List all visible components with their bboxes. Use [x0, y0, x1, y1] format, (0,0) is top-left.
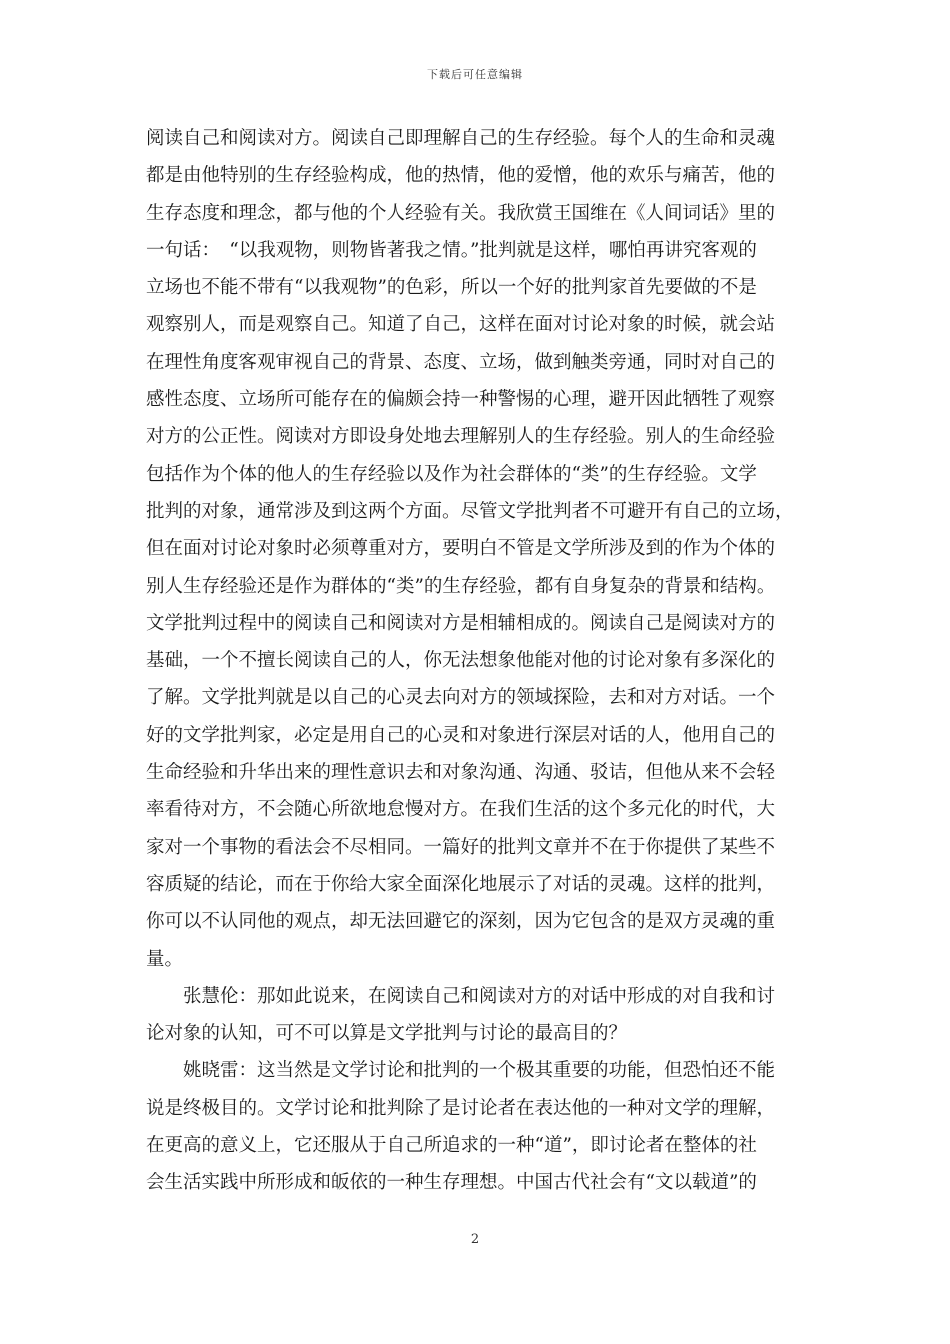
text-line: 立场也不能不带有“以我观物”的色彩，所以一个好的批判家首先要做的不是 — [146, 277, 757, 299]
text-line: 会生活实践中所形成和皈依的一种生存理想。中国古代社会有“文以载道”的 — [146, 1172, 757, 1194]
page-number: 2 — [470, 1232, 480, 1247]
text-line: 一句话： “以我观物，则物皆著我之情。”批判就是这样，哪怕再讲究客观的 — [146, 239, 757, 261]
text-line: 文学批判过程中的阅读自己和阅读对方是相辅相成的。阅读自己是阅读对方的 — [146, 612, 776, 634]
text-line: 率看待对方，不会随心所欲地怠慢对方。在我们生活的这个多元化的时代，大 — [146, 799, 776, 821]
text-line: 观察别人，而是观察自己。知道了自己，这样在面对讨论对象的时候，就会站 — [146, 314, 776, 336]
text-line: 了解。文学批判就是以自己的心灵去向对方的领域探险，去和对方对话。一个 — [146, 687, 776, 709]
text-line: 别人生存经验还是作为群体的“类”的生存经验，都有自身复杂的背景和结构。 — [146, 575, 776, 597]
text-line: 你可以不认同他的观点，却无法回避它的深刻，因为它包含的是双方灵魂的重 — [146, 911, 776, 933]
text-line: 对方的公正性。阅读对方即设身处地去理解别人的生存经验。别人的生命经验 — [146, 426, 776, 448]
text-line: 批判的对象，通常涉及到这两个方面。尽管文学批判者不可避开有自己的立场， — [146, 500, 794, 522]
page-header: 下载后可任意编辑 — [427, 68, 523, 81]
text-line: 阅读自己和阅读对方。阅读自己即理解自己的生存经验。每个人的生命和灵魂 — [146, 128, 776, 149]
text-line: 好的文学批判家，必定是用自己的心灵和对象进行深层对话的人，他用自己的 — [146, 724, 776, 746]
text-line: 生命经验和升华出来的理性意识去和对象沟通、沟通、驳诘，但他从来不会轻 — [146, 762, 776, 784]
text-line: 但在面对讨论对象时必须尊重对方，要明白不管是文学所涉及到的作为个体的 — [146, 538, 776, 560]
text-line: 容质疑的结论，而在于你给大家全面深化地展示了对话的灵魂。这样的批判， — [146, 873, 776, 895]
text-line: 家对一个事物的看法会不尽相同。一篇好的批判文章并不在于你提供了某些不 — [146, 836, 776, 858]
text-line: 生存态度和理念，都与他的个人经验有关。我欣赏王国维在《人间词话》里的 — [146, 202, 776, 224]
text-line: 论对象的认知，可不可以算是文学批判与讨论的最高目的？ — [146, 1023, 628, 1045]
text-line: 量。 — [146, 948, 184, 970]
document-body — [146, 120, 808, 1202]
text-line: 包括作为个体的他人的生存经验以及作为社会群体的“类”的生存经验。文学 — [146, 463, 757, 485]
text-line: 感性态度、立场所可能存在的偏颇会持一种警惕的心理，避开因此牺牲了观察 — [146, 389, 776, 411]
text-line: 在理性角度客观审视自己的背景、态度、立场，做到触类旁通，同时对自己的 — [146, 351, 776, 373]
text-line: 在更高的意义上，它还服从于自己所追求的一种“道”，即讨论者在整体的社 — [146, 1135, 757, 1157]
text-line: 都是由他特别的生存经验构成，他的热情，他的爱憎，他的欢乐与痛苦，他的 — [146, 165, 776, 187]
text-line: 姚晓雷：这当然是文学讨论和批判的一个极其重要的功能，但恐怕还不能 — [183, 1060, 776, 1082]
text-line: 基础，一个不擅长阅读自己的人，你无法想象他能对他的讨论对象有多深化的 — [146, 650, 776, 672]
text-line: 说是终极目的。文学讨论和批判除了是讨论者在表达他的一种对文学的理解， — [146, 1097, 776, 1119]
text-line: 张慧伦：那如此说来，在阅读自己和阅读对方的对话中形成的对自我和讨 — [183, 985, 776, 1007]
